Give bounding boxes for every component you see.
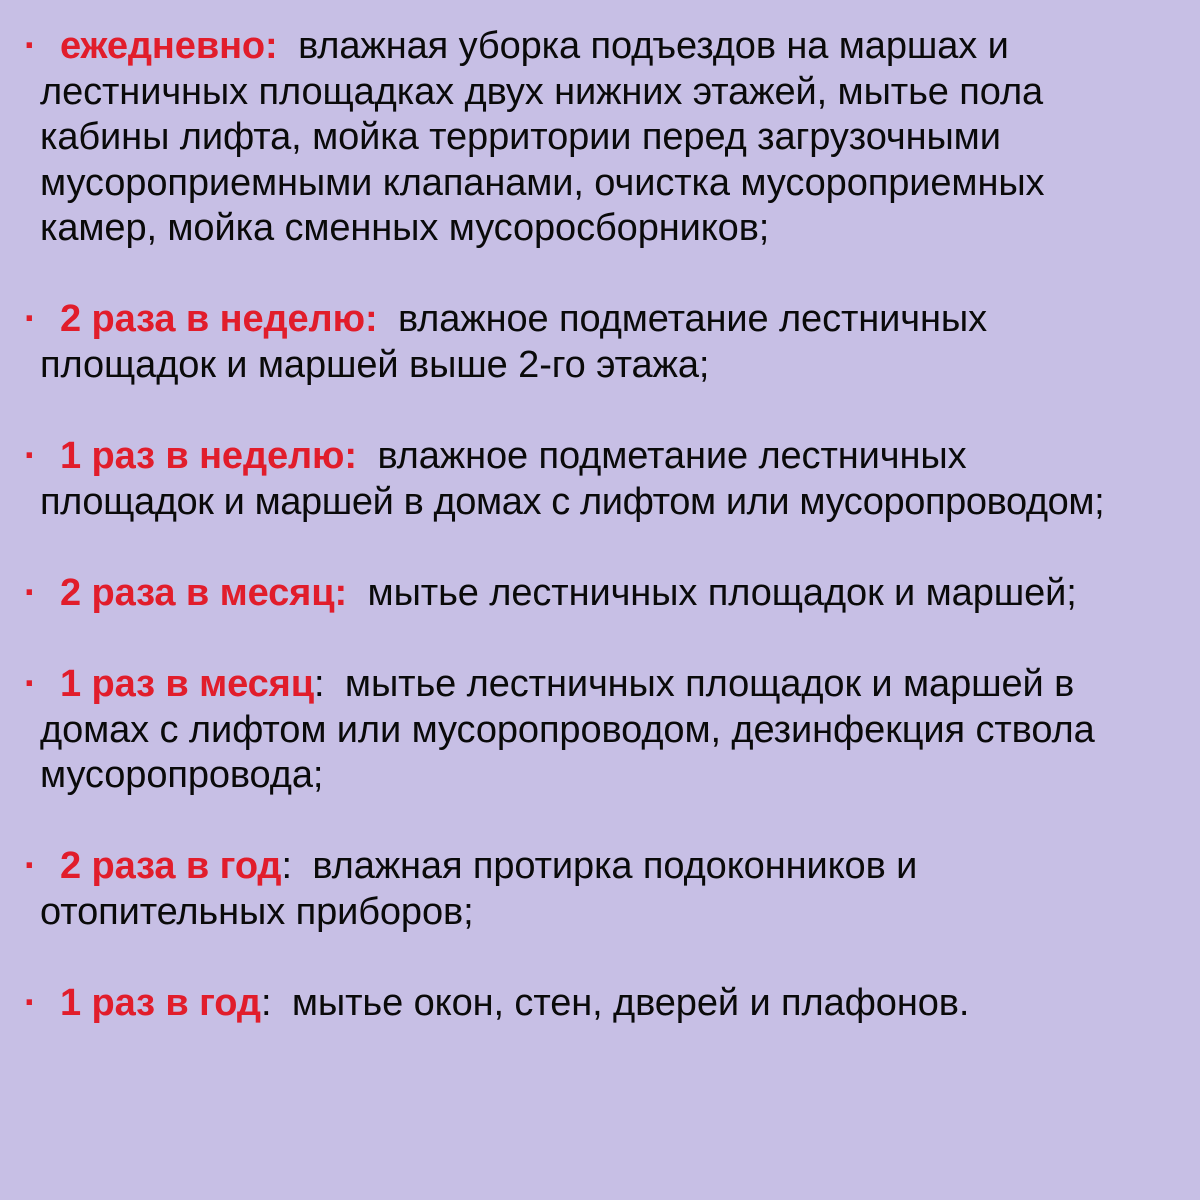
schedule-text-line: мытье окон, стен, дверей и плафонов. bbox=[291, 982, 970, 1024]
schedule-text-line: отопительных приборов; bbox=[40, 890, 474, 933]
frequency-label: 1 раз в месяц bbox=[60, 663, 314, 705]
schedule-item-daily bbox=[0, 24, 1200, 252]
schedule-text-line: лестничных площадках двух нижних этажей, мытье пола bbox=[40, 70, 1044, 113]
schedule-item-once-yearly bbox=[0, 981, 1200, 1027]
schedule-item-first-line bbox=[40, 662, 1200, 708]
frequency-colon: : bbox=[334, 572, 348, 614]
bullet-marker: · bbox=[24, 845, 37, 887]
schedule-item-first-line bbox=[40, 297, 1200, 343]
schedule-text-line: площадок и маршей в домах с лифтом или мусоропроводом; bbox=[40, 480, 1105, 523]
schedule-item-once-weekly bbox=[0, 434, 1200, 525]
bullet-marker: · bbox=[24, 572, 37, 614]
bullet-marker: · bbox=[24, 663, 37, 705]
schedule-text-line: влажное подметание лестничных bbox=[397, 298, 988, 340]
frequency-colon: : bbox=[313, 663, 325, 705]
schedule-item-once-monthly bbox=[0, 662, 1200, 799]
schedule-text-line: камер, мойка сменных мусоросборников; bbox=[40, 207, 770, 249]
schedule-item-first-line bbox=[40, 571, 1200, 617]
frequency-label: 2 раза в месяц bbox=[60, 572, 335, 614]
frequency-colon: : bbox=[260, 982, 272, 1024]
frequency-label: 1 раз в неделю bbox=[60, 435, 345, 477]
schedule-text-line: мусороприемными клапанами, очистка мусороприемных bbox=[40, 161, 1045, 204]
schedule-item-first-line bbox=[40, 434, 1200, 480]
bullet-marker: · bbox=[24, 435, 37, 477]
schedule-text-line: мытье лестничных площадок и маршей; bbox=[367, 572, 1077, 614]
schedule-text-line: мытье лестничных площадок и маршей в bbox=[344, 663, 1075, 705]
schedule-text-line: мусоропровода; bbox=[40, 754, 324, 796]
schedule-item-twice-yearly bbox=[0, 844, 1200, 935]
schedule-item-twice-weekly bbox=[0, 297, 1200, 388]
bullet-marker: · bbox=[24, 298, 37, 340]
schedule-item-twice-monthly bbox=[0, 571, 1200, 617]
frequency-colon: : bbox=[265, 25, 278, 67]
schedule-text-line: влажное подметание лестничных bbox=[377, 435, 967, 477]
frequency-label: 2 раза в год bbox=[60, 845, 282, 887]
schedule-text-line: площадок и маршей выше 2-го этажа; bbox=[40, 343, 710, 386]
bullet-marker: · bbox=[24, 982, 37, 1024]
schedule-item-first-line bbox=[40, 844, 1200, 890]
frequency-label: 1 раз в год bbox=[60, 982, 261, 1024]
frequency-colon: : bbox=[344, 435, 357, 477]
schedule-text-line: кабины лифта, мойка территории перед загрузочными bbox=[40, 116, 1001, 158]
schedule-item-first-line bbox=[40, 24, 1200, 70]
schedule-item-first-line bbox=[40, 981, 1200, 1027]
schedule-text-line: домах с лифтом или мусоропроводом, дезинфекция ствола bbox=[40, 708, 1095, 751]
frequency-label: ежедневно bbox=[60, 25, 266, 67]
frequency-colon: : bbox=[364, 298, 378, 340]
schedule-text-line: влажная уборка подъездов на маршах и bbox=[298, 25, 1009, 67]
frequency-label: 2 раза в неделю bbox=[60, 298, 365, 340]
bullet-marker: · bbox=[24, 25, 37, 67]
schedule-text-line: влажная протирка подоконников и bbox=[312, 845, 918, 887]
frequency-colon: : bbox=[281, 845, 292, 887]
